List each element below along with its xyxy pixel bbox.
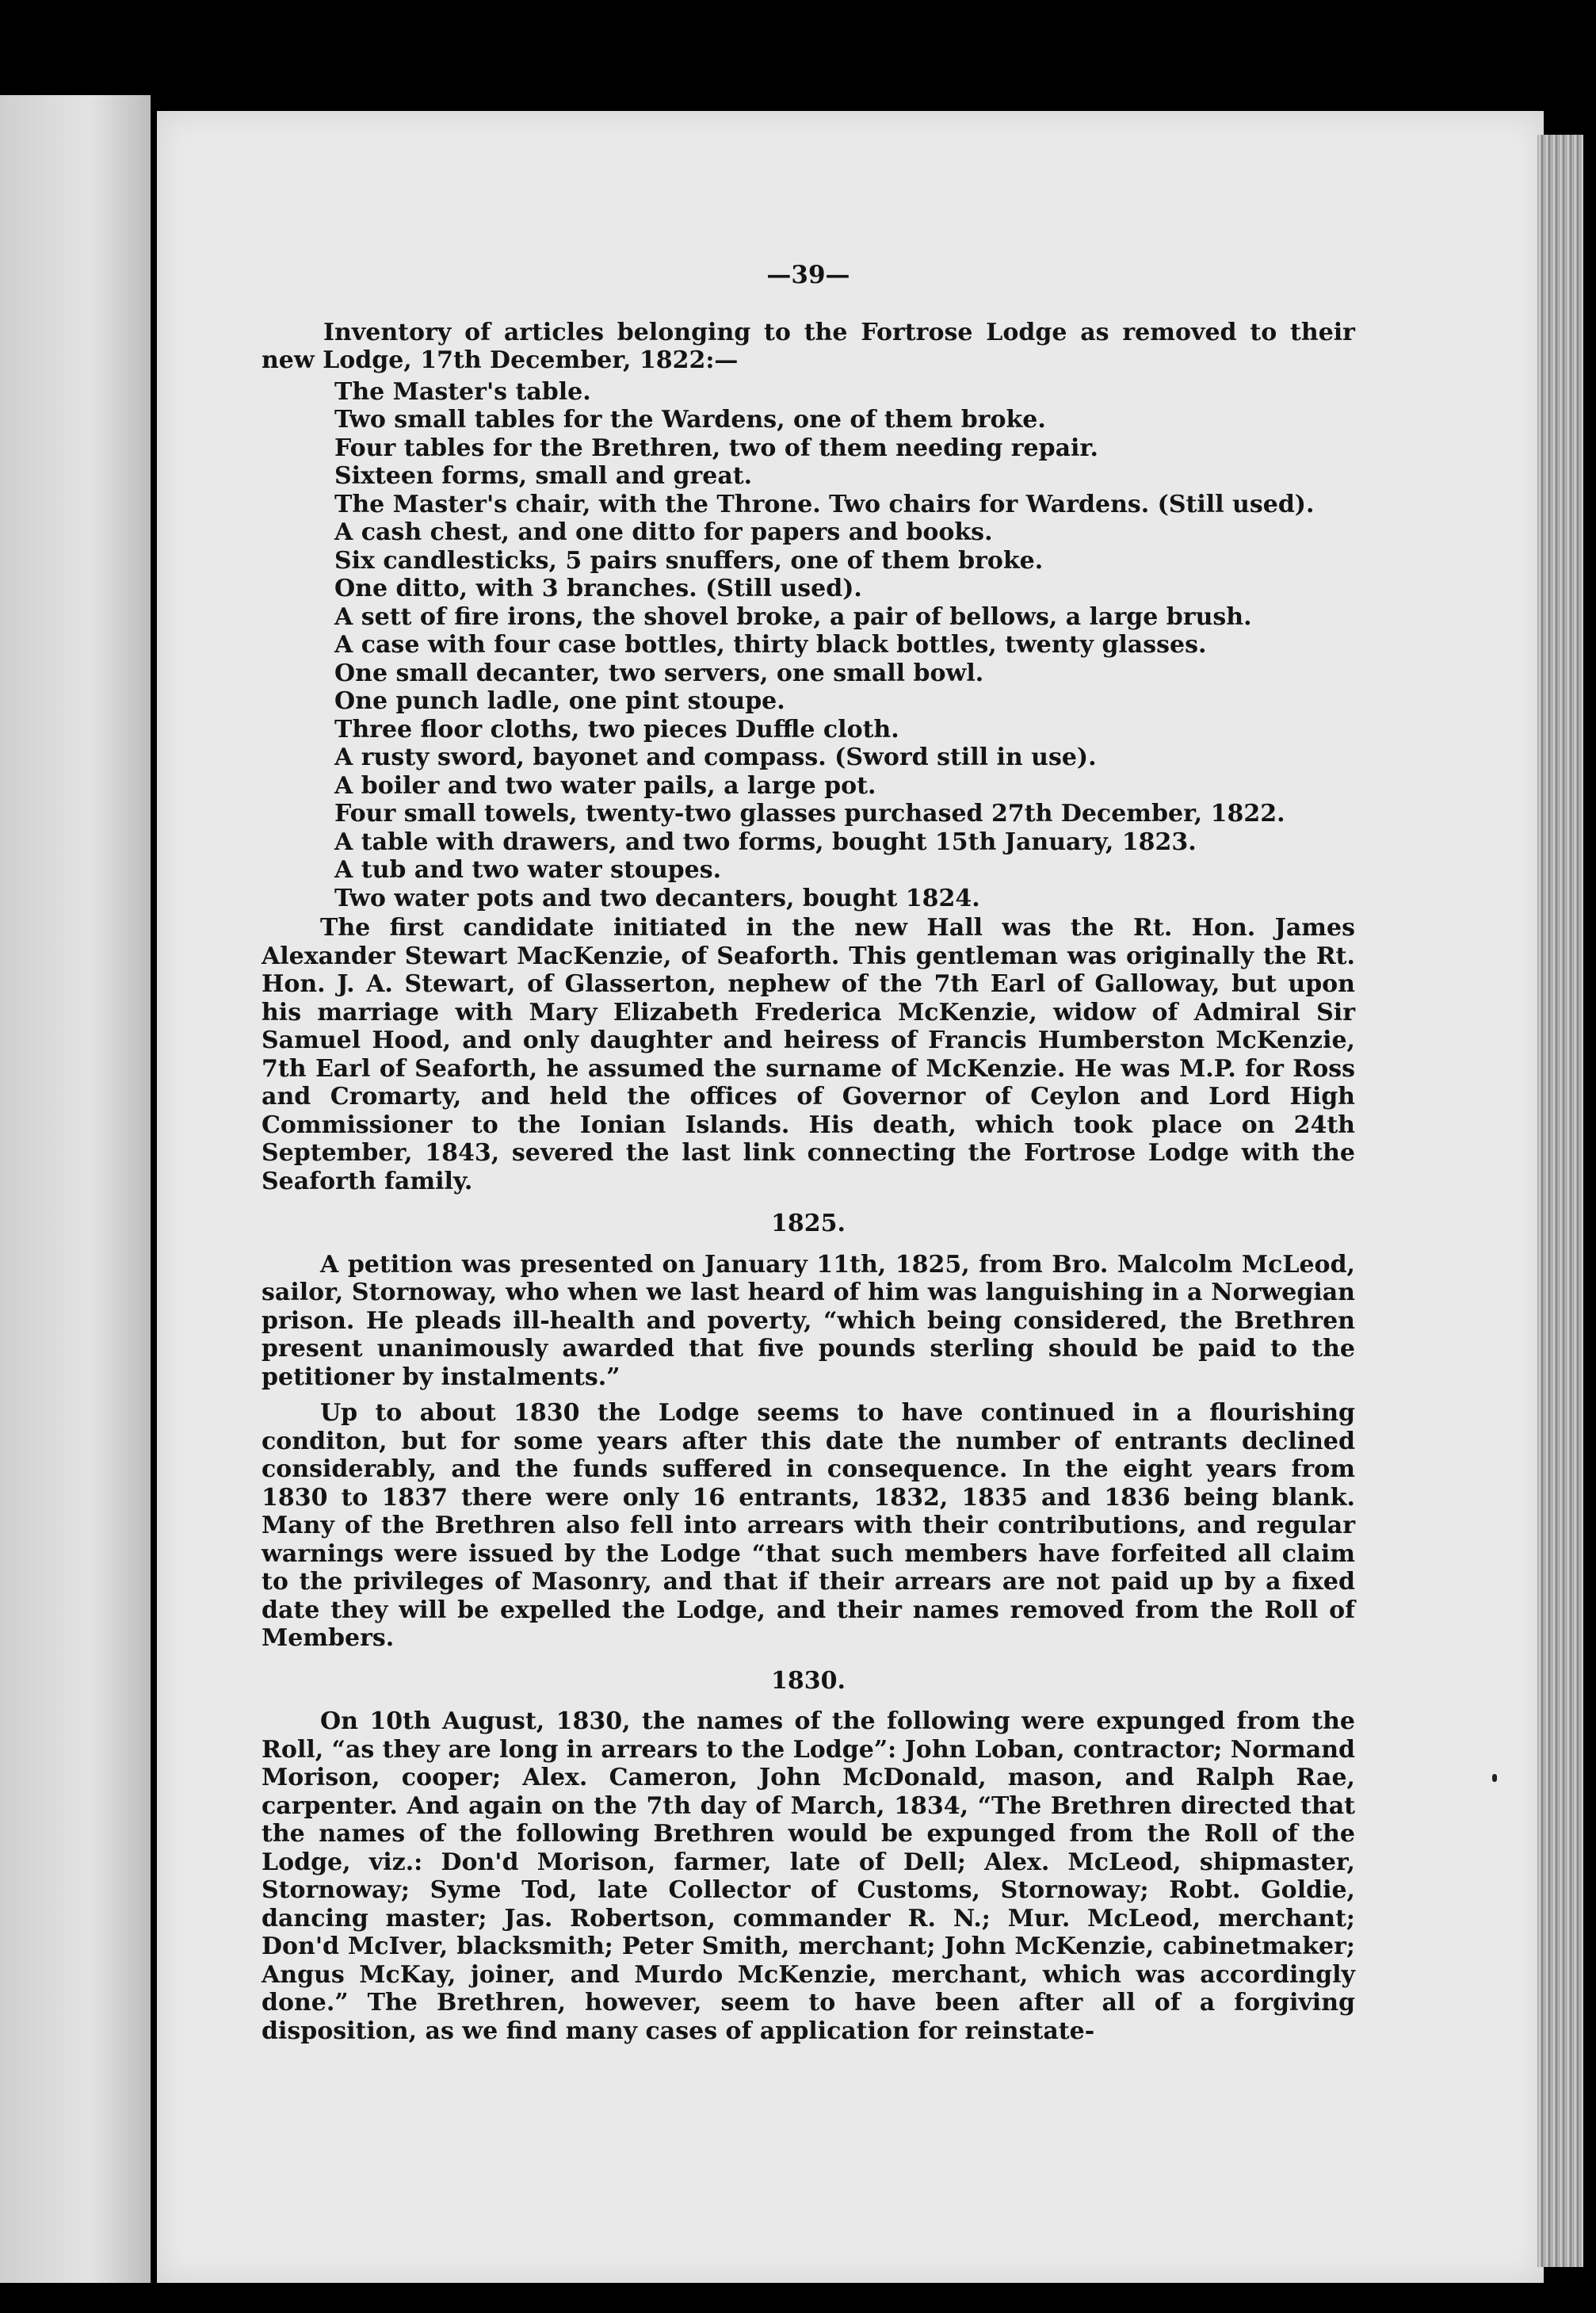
inventory-item: Four small towels, twenty-two glasses purchased 27th December, 1822.: [334, 800, 1285, 828]
inventory-item: A table with drawers, and two forms, bought 15th January, 1823.: [334, 828, 1197, 856]
inventory-item: Three floor cloths, two pieces Duffle cloth.: [334, 715, 899, 744]
inventory-heading: Inventory of articles belonging to the Fortrose Lodge as removed to their new Lodge, 17th December, 1822:—: [262, 318, 1355, 374]
previous-page-edge: [0, 95, 151, 2283]
paragraph-first-candidate: The first candidate initiated in the new Hall was the Rt. Hon. James Alexander Stewart MacKenzie, of Seaforth. This gentleman was originally the Rt. Hon. J. A. Stewart, of Glasserton, nephew of the 7th Earl of Galloway, but upon his marriage with Mary Elizabeth Frederica McKenzie, widow of Admiral Sir Samuel Hood, and only daughter and heiress of Francis Humberston McKenzie, 7th Earl of Seaforth, he assumed the surname of McKenzie. He was M.P. for Ross and Cromarty, and held the offices of Governor of Ceylon and Lord High Commissioner to the Ionian Islands. His death, which took place on 24th September, 1843, severed the last link connecting the Fortrose Lodge with the Seaforth family.: [262, 914, 1355, 1195]
scan-speck: [1492, 1774, 1497, 1782]
inventory-item: Two water pots and two decanters, bought 1824.: [334, 884, 980, 912]
page-text: [262, 262, 1355, 2053]
inventory-item: Sixteen forms, small and great.: [334, 462, 753, 490]
inventory-item: One small decanter, two servers, one small bowl.: [334, 659, 984, 687]
inventory-item: Four tables for the Brethren, two of them needing repair.: [334, 434, 1098, 462]
inventory-item: Two small tables for the Wardens, one of them broke.: [334, 406, 1046, 434]
inventory-item: The Master's chair, with the Throne. Two chairs for Wardens. (Still used).: [334, 490, 1315, 518]
paragraph-expunged: On 10th August, 1830, the names of the following were expunged from the Roll, “as they are long in arrears to the Lodge”: John Loban, contractor; Normand Morison, cooper; Alex. Cameron, John McDonald, mason, and Ralph Rae, carpenter. And again on the 7th day of March, 1834, “The Brethren directed that the names of the following Brethren would be expunged from the Roll of the Lodge, viz.: Don'd Morison, farmer, late of Dell; Alex. McLeod, shipmaster, Stornoway; Syme Tod, late Collector of Customs, Stornoway; Robt. Goldie, dancing master; Jas. Robertson, commander R. N.; Mur. McLeod, merchant; Don'd McIver, blacksmith; Peter Smith, merchant; John McKenzie, cabinetmaker; Angus McKay, joiner, and Murdo McKenzie, merchant, which was accordingly done.” The Brethren, however, seem to have been after all of a forgiving disposition, as we find many cases of application for reinstate-: [262, 1707, 1355, 2045]
inventory-item: A rusty sword, bayonet and compass. (Sword still in use).: [334, 744, 1097, 771]
inventory-item: A cash chest, and one ditto for papers and books.: [334, 518, 993, 546]
inventory-item: Six candlesticks, 5 pairs snuffers, one of them broke.: [334, 546, 1044, 575]
inventory-item: A sett of fire irons, the shovel broke, a pair of bellows, a large brush.: [334, 602, 1252, 631]
inventory-item: The Master's table.: [334, 377, 591, 406]
book-page-stack: [1537, 135, 1583, 2267]
inventory-list: [262, 378, 1355, 913]
inventory-item: One punch ladle, one pint stoupe.: [334, 687, 785, 715]
inventory-item: A case with four case bottles, thirty black bottles, twenty glasses.: [334, 631, 1207, 659]
paragraph-petition: A petition was presented on January 11th, 1825, from Bro. Malcolm McLeod, sailor, Stornoway, who when we last heard of him was languishing in a Norwegian prison. He pleads ill-health and poverty, “which being considered, the Brethren present unanimously awarded that five pounds sterling should be paid to the petitioner by instalments.”: [262, 1250, 1355, 1391]
inventory-item: A boiler and two water pails, a large pot.: [334, 771, 876, 800]
page-number: —39—: [766, 261, 850, 289]
section-year-1830: 1830.: [771, 1666, 846, 1695]
section-year-1825: 1825.: [771, 1210, 846, 1237]
inventory-item: One ditto, with 3 branches. (Still used).: [334, 575, 862, 602]
paragraph-decline: Up to about 1830 the Lodge seems to have continued in a flourishing conditon, but for some years after this date the number of entrants declined considerably, and the funds suffered in consequence. In the eight years from 1830 to 1837 there were only 16 entrants, 1832, 1835 and 1836 being blank. Many of the Brethren also fell into arrears with their contributions, and regular warnings were issued by the Lodge “that such members have forfeited all claim to the privileges of Masonry, and that if their arrears are not paid up by a fixed date they will be expelled the Lodge, and their names removed from the Roll of Members.: [262, 1399, 1355, 1652]
inventory-item: A tub and two water stoupes.: [334, 856, 722, 884]
